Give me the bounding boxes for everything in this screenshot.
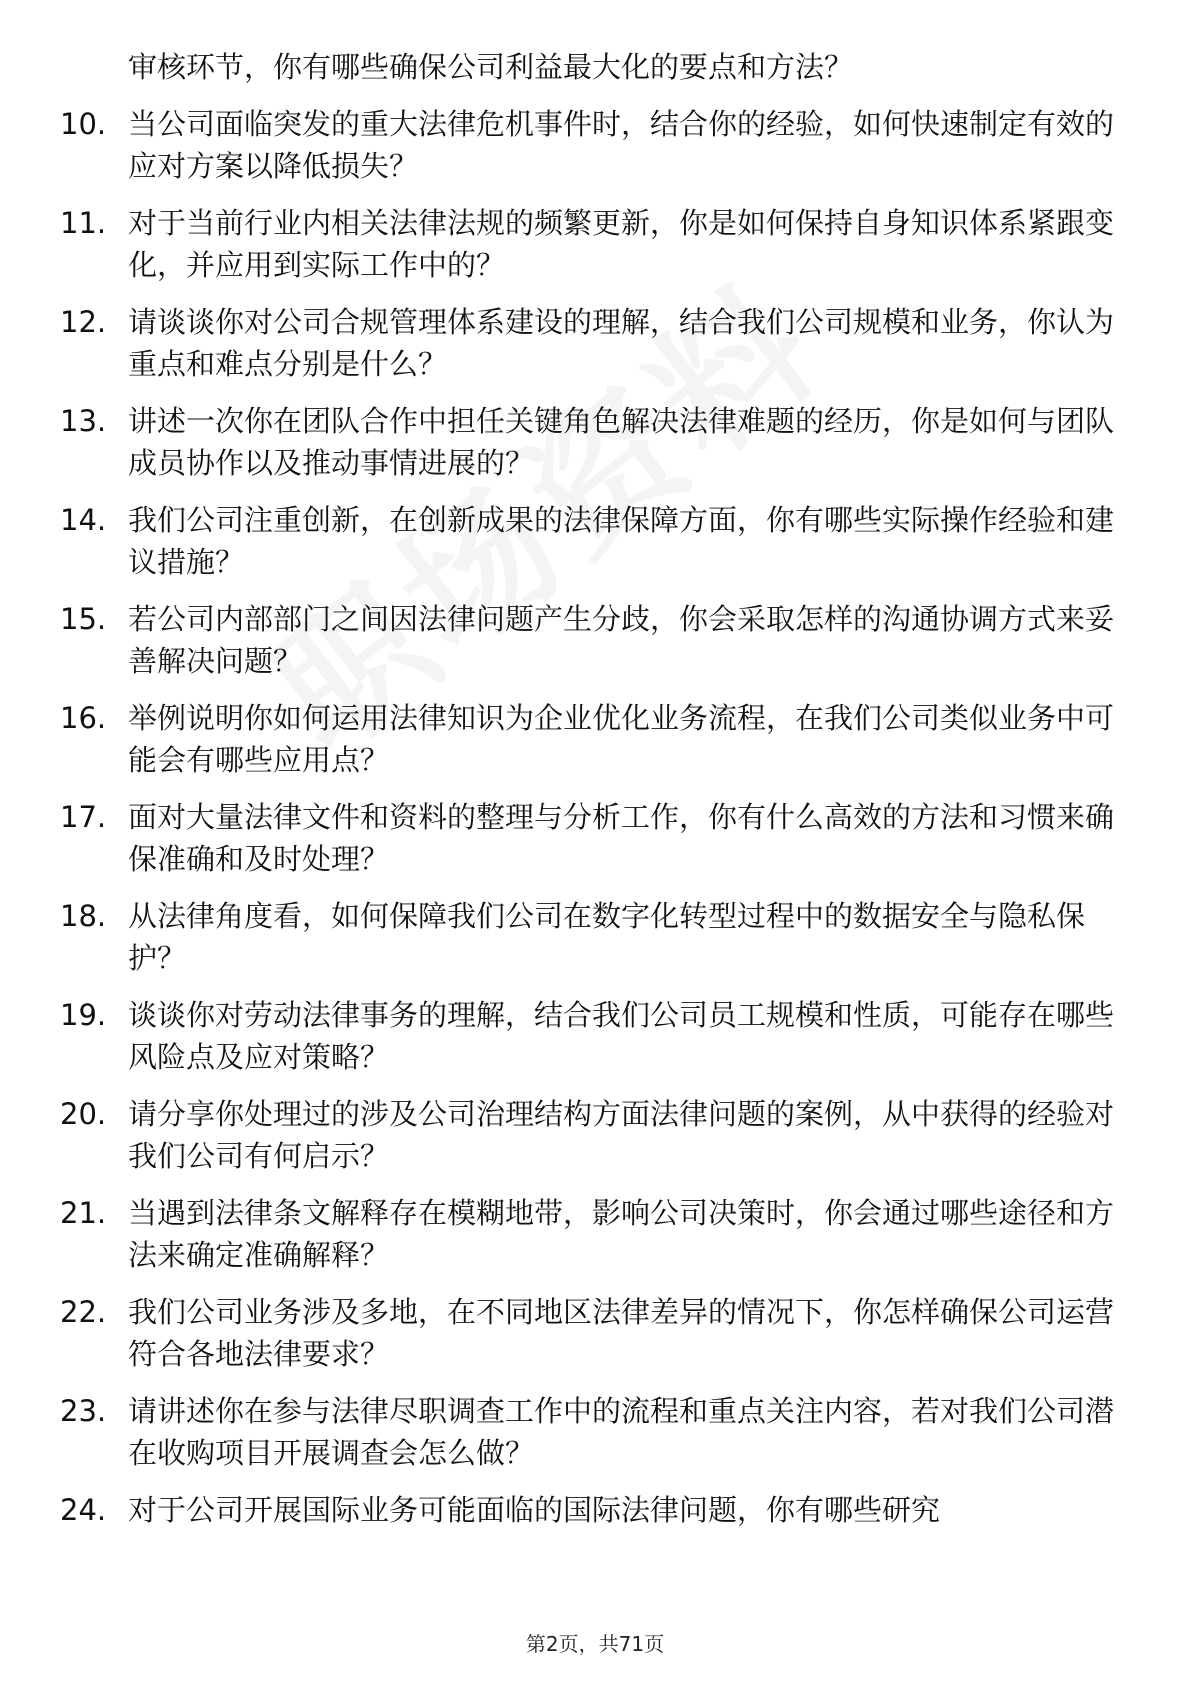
list-item (60, 1192, 1120, 1276)
question-text: 当公司面临突发的重大法律危机事件时，结合你的经验，如何快速制定有效的应对方案以降低损失？ (128, 107, 1115, 183)
list-item (60, 103, 1120, 187)
question-number: 21. (60, 1196, 107, 1230)
question-text: 我们公司业务涉及多地，在不同地区法律差异的情况下，你怎样确保公司运营符合各地法律要求？ (128, 1295, 1115, 1371)
question-number: 10. (60, 107, 107, 141)
list-item (60, 1093, 1120, 1177)
question-text: 我们公司注重创新，在创新成果的法律保障方面，你有哪些实际操作经验和建议措施？ (128, 503, 1115, 579)
list-item (60, 202, 1120, 286)
page-number: 第2页，共71页 (525, 1632, 665, 1656)
list-item (60, 598, 1120, 682)
question-text: 面对大量法律文件和资料的整理与分析工作，你有什么高效的方法和习惯来确保准确和及时处理？ (128, 800, 1115, 876)
document-body (60, 46, 1120, 1531)
list-item (60, 895, 1120, 979)
list-item (60, 796, 1120, 880)
question-text: 对于公司开展国际业务可能面临的国际法律问题，你有哪些研究 (128, 1493, 941, 1527)
question-text: 请谈谈你对公司合规管理体系建设的理解，结合我们公司规模和业务，你认为重点和难点分别是什么？ (128, 305, 1115, 381)
question-text: 请讲述你在参与法律尽职调查工作中的流程和重点关注内容，若对我们公司潜在收购项目开展调查会怎么做？ (128, 1394, 1115, 1470)
question-text: 对于当前行业内相关法律法规的频繁更新，你是如何保持自身知识体系紧跟变化，并应用到实际工作中的？ (128, 206, 1115, 282)
list-item (60, 1291, 1120, 1375)
question-text: 谈谈你对劳动法律事务的理解，结合我们公司员工规模和性质，可能存在哪些风险点及应对策略？ (128, 998, 1115, 1074)
list-item (60, 1390, 1120, 1474)
question-number: 18. (60, 899, 107, 933)
question-number: 23. (60, 1394, 107, 1428)
list-item (60, 994, 1120, 1078)
question-number: 15. (60, 602, 107, 636)
question-text: 当遇到法律条文解释存在模糊地带，影响公司决策时，你会通过哪些途径和方法来确定准确解释？ (128, 1196, 1115, 1272)
list-item (60, 301, 1120, 385)
list-item (60, 499, 1120, 583)
question-text: 若公司内部部门之间因法律问题产生分歧，你会采取怎样的沟通协调方式来妥善解决问题？ (128, 602, 1115, 678)
question-number: 24. (60, 1493, 107, 1527)
question-list (60, 103, 1120, 1531)
list-item (60, 697, 1120, 781)
list-item (60, 400, 1120, 484)
question-number: 12. (60, 305, 107, 339)
question-number: 16. (60, 701, 107, 735)
question-number: 20. (60, 1097, 107, 1131)
question-number: 19. (60, 998, 107, 1032)
question-text: 请分享你处理过的涉及公司治理结构方面法律问题的案例，从中获得的经验对我们公司有何启示？ (128, 1097, 1115, 1173)
question-number: 14. (60, 503, 107, 537)
question-text: 讲述一次你在团队合作中担任关键角色解决法律难题的经历，你是如何与团队成员协作以及推动事情进展的？ (128, 404, 1115, 480)
question-number: 22. (60, 1295, 107, 1329)
question-number: 13. (60, 404, 107, 438)
question-number: 17. (60, 800, 107, 834)
question-number: 11. (60, 206, 107, 240)
continued-question-text: 审核环节，你有哪些确保公司利益最大化的要点和方法？ (128, 50, 854, 84)
question-text: 举例说明你如何运用法律知识为企业优化业务流程，在我们公司类似业务中可能会有哪些应用点？ (128, 701, 1115, 777)
list-item (60, 1489, 1120, 1531)
question-text: 从法律角度看，如何保障我们公司在数字化转型过程中的数据安全与隐私保护？ (128, 899, 1086, 975)
